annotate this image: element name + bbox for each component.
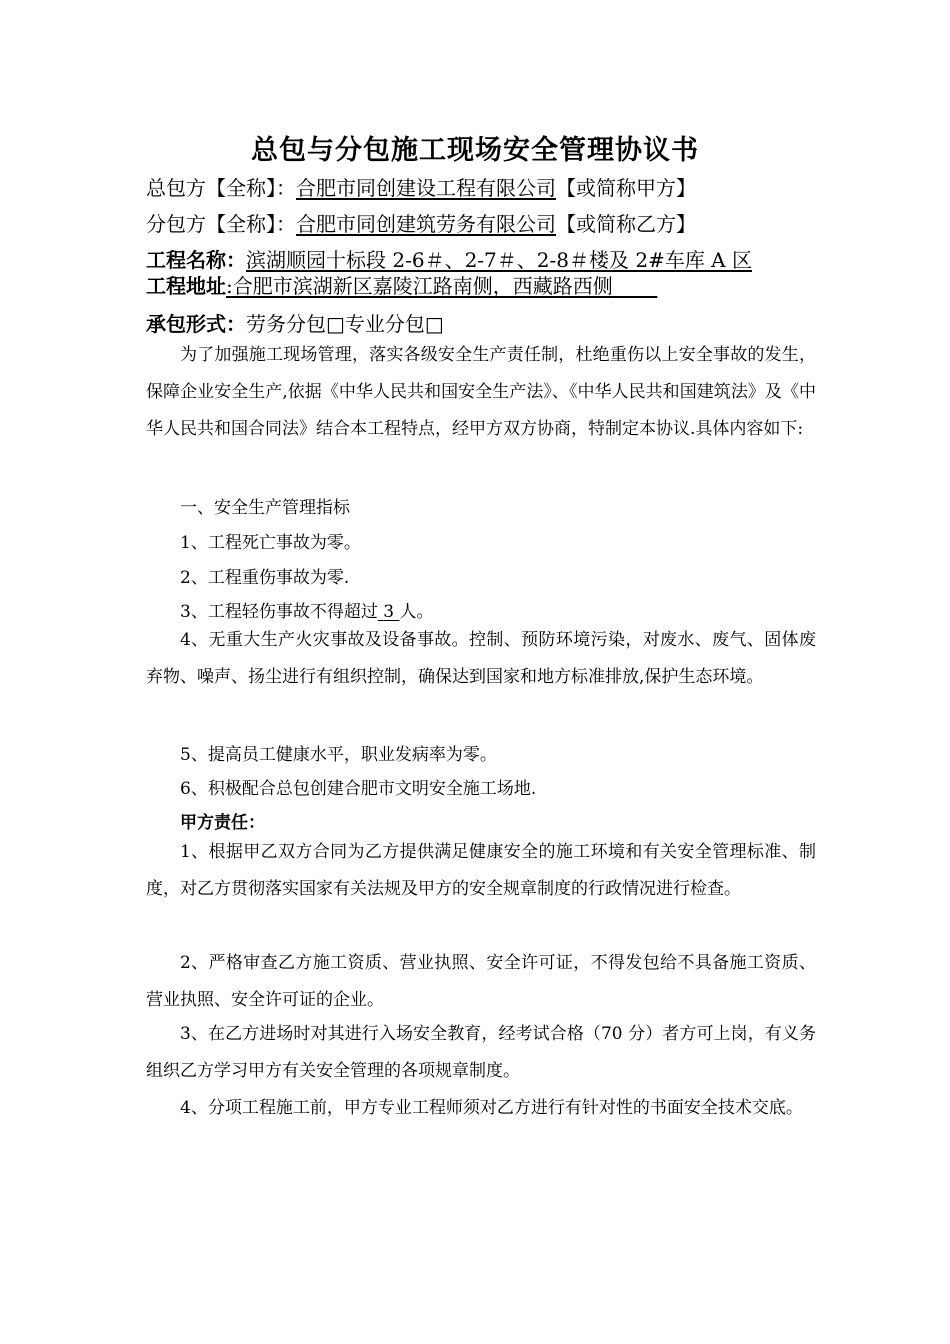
contractor-name: 合肥市同创建设工程有限公司 (296, 176, 556, 200)
contractor-label: 总包方【全称】： (146, 176, 296, 200)
subcontractor-suffix: 【或简称乙方】 (556, 212, 696, 236)
subcontractor-label: 分包方【全称】： (146, 212, 296, 236)
indicator-3-count: 3 (383, 602, 395, 622)
project-name-value: 滨湖顺园十标段 2-6＃、2-7＃、2-8＃楼及 2#车库 A 区 (246, 248, 752, 272)
subcontractor-name: 合肥市同创建筑劳务有限公司 (296, 212, 556, 236)
indicator-3 (146, 597, 433, 622)
indicator-3-text: 3、工程轻伤事故不得超过 (180, 602, 378, 622)
indicator-4: 4、无重大生产火灾事故及设备事故。控制、预防环境污染，对废水、废气、固体废弃物、噪声、扬尘进行有组织控制，确保达到国家和地方标准排放,保护生态环境。 (146, 630, 816, 687)
project-address-value: :合肥市滨湖新区嘉陵江路南侧，西藏路西侧 (226, 274, 613, 298)
party-a-resp-3: 3、在乙方进场时对其进行入场安全教育，经考试合格（70 分）者方可上岗，有义务组织乙方学习甲方有关安全管理的各项规章制度。 (146, 1024, 816, 1081)
party-a-resp-1: 1、根据甲乙双方合同为乙方提供满足健康安全的施工环境和有关安全管理标准、制度，对乙方贯彻落实国家有关法规及甲方的安全规章制度的行政情况进行检查。 (146, 842, 816, 899)
party-a-resp-4: 4、分项工程施工前，甲方专业工程师须对乙方进行有针对性的书面安全技术交底。 (180, 1098, 803, 1118)
project-address-line (146, 270, 657, 299)
indicator-3-unit: 人。 (399, 602, 434, 622)
party-a-resp-2: 2、严格审查乙方施工资质、营业执照、安全许可证，不得发包给不具备施工资质、营业执照、安全许可证的企业。 (146, 953, 816, 1010)
contract-form-line (146, 308, 444, 337)
section1-heading: 一、安全生产管理指标 (180, 498, 350, 518)
indicator-2: 2、工程重伤事故为零. (180, 568, 350, 588)
party-a-heading: 甲方责任： (180, 813, 265, 833)
project-address-label: 工程地址 (146, 274, 226, 298)
subcontractor-line (146, 208, 696, 237)
project-name-label: 工程名称： (146, 248, 246, 272)
contract-form-value: 劳务分包□专业分包□ (246, 312, 444, 336)
indicator-5: 5、提高员工健康水平，职业发病率为零。 (180, 745, 497, 765)
project-name-line (146, 244, 752, 273)
document-title: 总包与分包施工现场安全管理协议书 (251, 135, 699, 166)
intro-paragraph: 为了加强施工现场管理，落实各级安全生产责任制，杜绝重伤以上安全事故的发生，保障企业安全生产,依据《中华人民共和国安全生产法》、《中华人民共和国建筑法》及《中华人民共和国合同法》结合本工程特点，经甲方双方协商，特制定本协议.具体内容如下: (146, 345, 816, 439)
contractor-line (146, 172, 696, 201)
indicator-6: 6、积极配合总包创建合肥市文明安全施工场地. (180, 779, 537, 799)
contract-form-label: 承包形式： (146, 312, 246, 336)
indicator-1: 1、工程死亡事故为零。 (180, 533, 361, 553)
contractor-suffix: 【或简称甲方】 (556, 176, 696, 200)
